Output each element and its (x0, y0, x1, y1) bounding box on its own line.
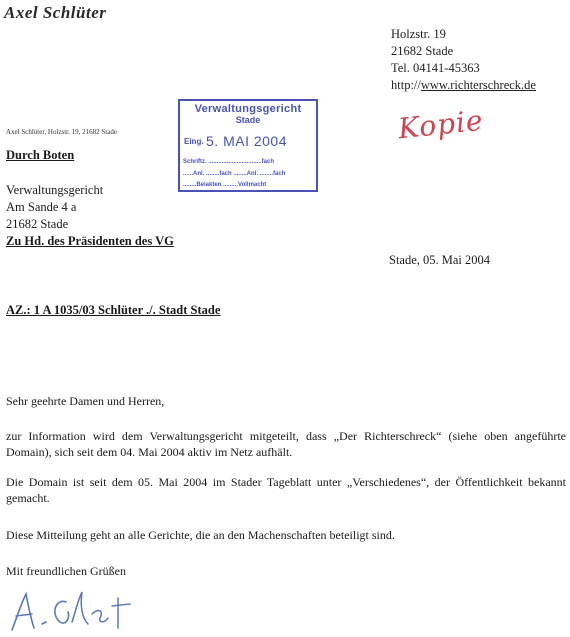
stamp-row-anlagen: ......Anl. ........fach ........Anl. ........fach (183, 171, 286, 177)
website-prefix: http:// (391, 78, 421, 92)
letter-date: Stade, 05. Mai 2004 (389, 253, 491, 267)
kopie-handwritten-mark: Kopie (396, 103, 485, 146)
website-domain: www.richterschreck.de (420, 78, 536, 92)
stamp-title: Verwaltungsgericht (194, 103, 302, 115)
handwritten-signature (6, 584, 156, 634)
sender-street: Holzstr. 19 (391, 27, 446, 41)
return-address-line: Axel Schlüter, Holzstr. 19, 21682 Stade (6, 128, 117, 136)
body-paragraph: Diese Mitteilung geht an alle Gerichte, die an den Machenschaften beteiligt sind. (6, 528, 395, 542)
body-paragraph: Die Domain ist seit dem 05. Mai 2004 im Stader Tageblatt unter „Verschiedenes“, der Öffentlichkeit bekannt gemacht. (6, 475, 566, 505)
stamp-row-schriftz: Schriftz. ................................fach (183, 159, 275, 165)
stamp-city: Stade (235, 115, 261, 125)
body-paragraph: zur Information wird dem Verwaltungsgericht mitgeteilt, dass „Der Richterschreck“ (siehe oben angeführte Domain), sich seit dem 04. Mai 2004 aktiv im Netz aufhält. (6, 429, 566, 459)
recipient-address (6, 182, 174, 250)
stamp-received-date: 5. MAI 2004 (206, 133, 287, 149)
recipient-line-3: 21682 Stade (6, 217, 69, 231)
salutation: Sehr geehrte Damen und Herren, (6, 394, 165, 408)
sender-website[interactable] (391, 77, 536, 94)
received-stamp (178, 99, 318, 192)
stamp-received-label: Eing. (184, 137, 204, 146)
recipient-attention: Zu Hd. des Präsidenten des VG (6, 234, 174, 248)
recipient-line-2: Am Sande 4 a (6, 200, 77, 214)
sender-address (391, 26, 536, 94)
closing: Mit freundlichen Grüßen (6, 564, 126, 578)
sender-city: 21682 Stade (391, 44, 454, 58)
sender-name: Axel Schlüter (4, 3, 107, 22)
letter-subject: AZ.: 1 A 1035/03 Schlüter ./. Stadt Stade (6, 303, 221, 317)
delivery-method: Durch Boten (6, 148, 75, 162)
stamp-row-beiakten: ........Beiakten .........Vollmacht (183, 182, 267, 188)
sender-phone: Tel. 04141-45363 (391, 61, 480, 75)
recipient-line-1: Verwaltungsgericht (6, 183, 104, 197)
